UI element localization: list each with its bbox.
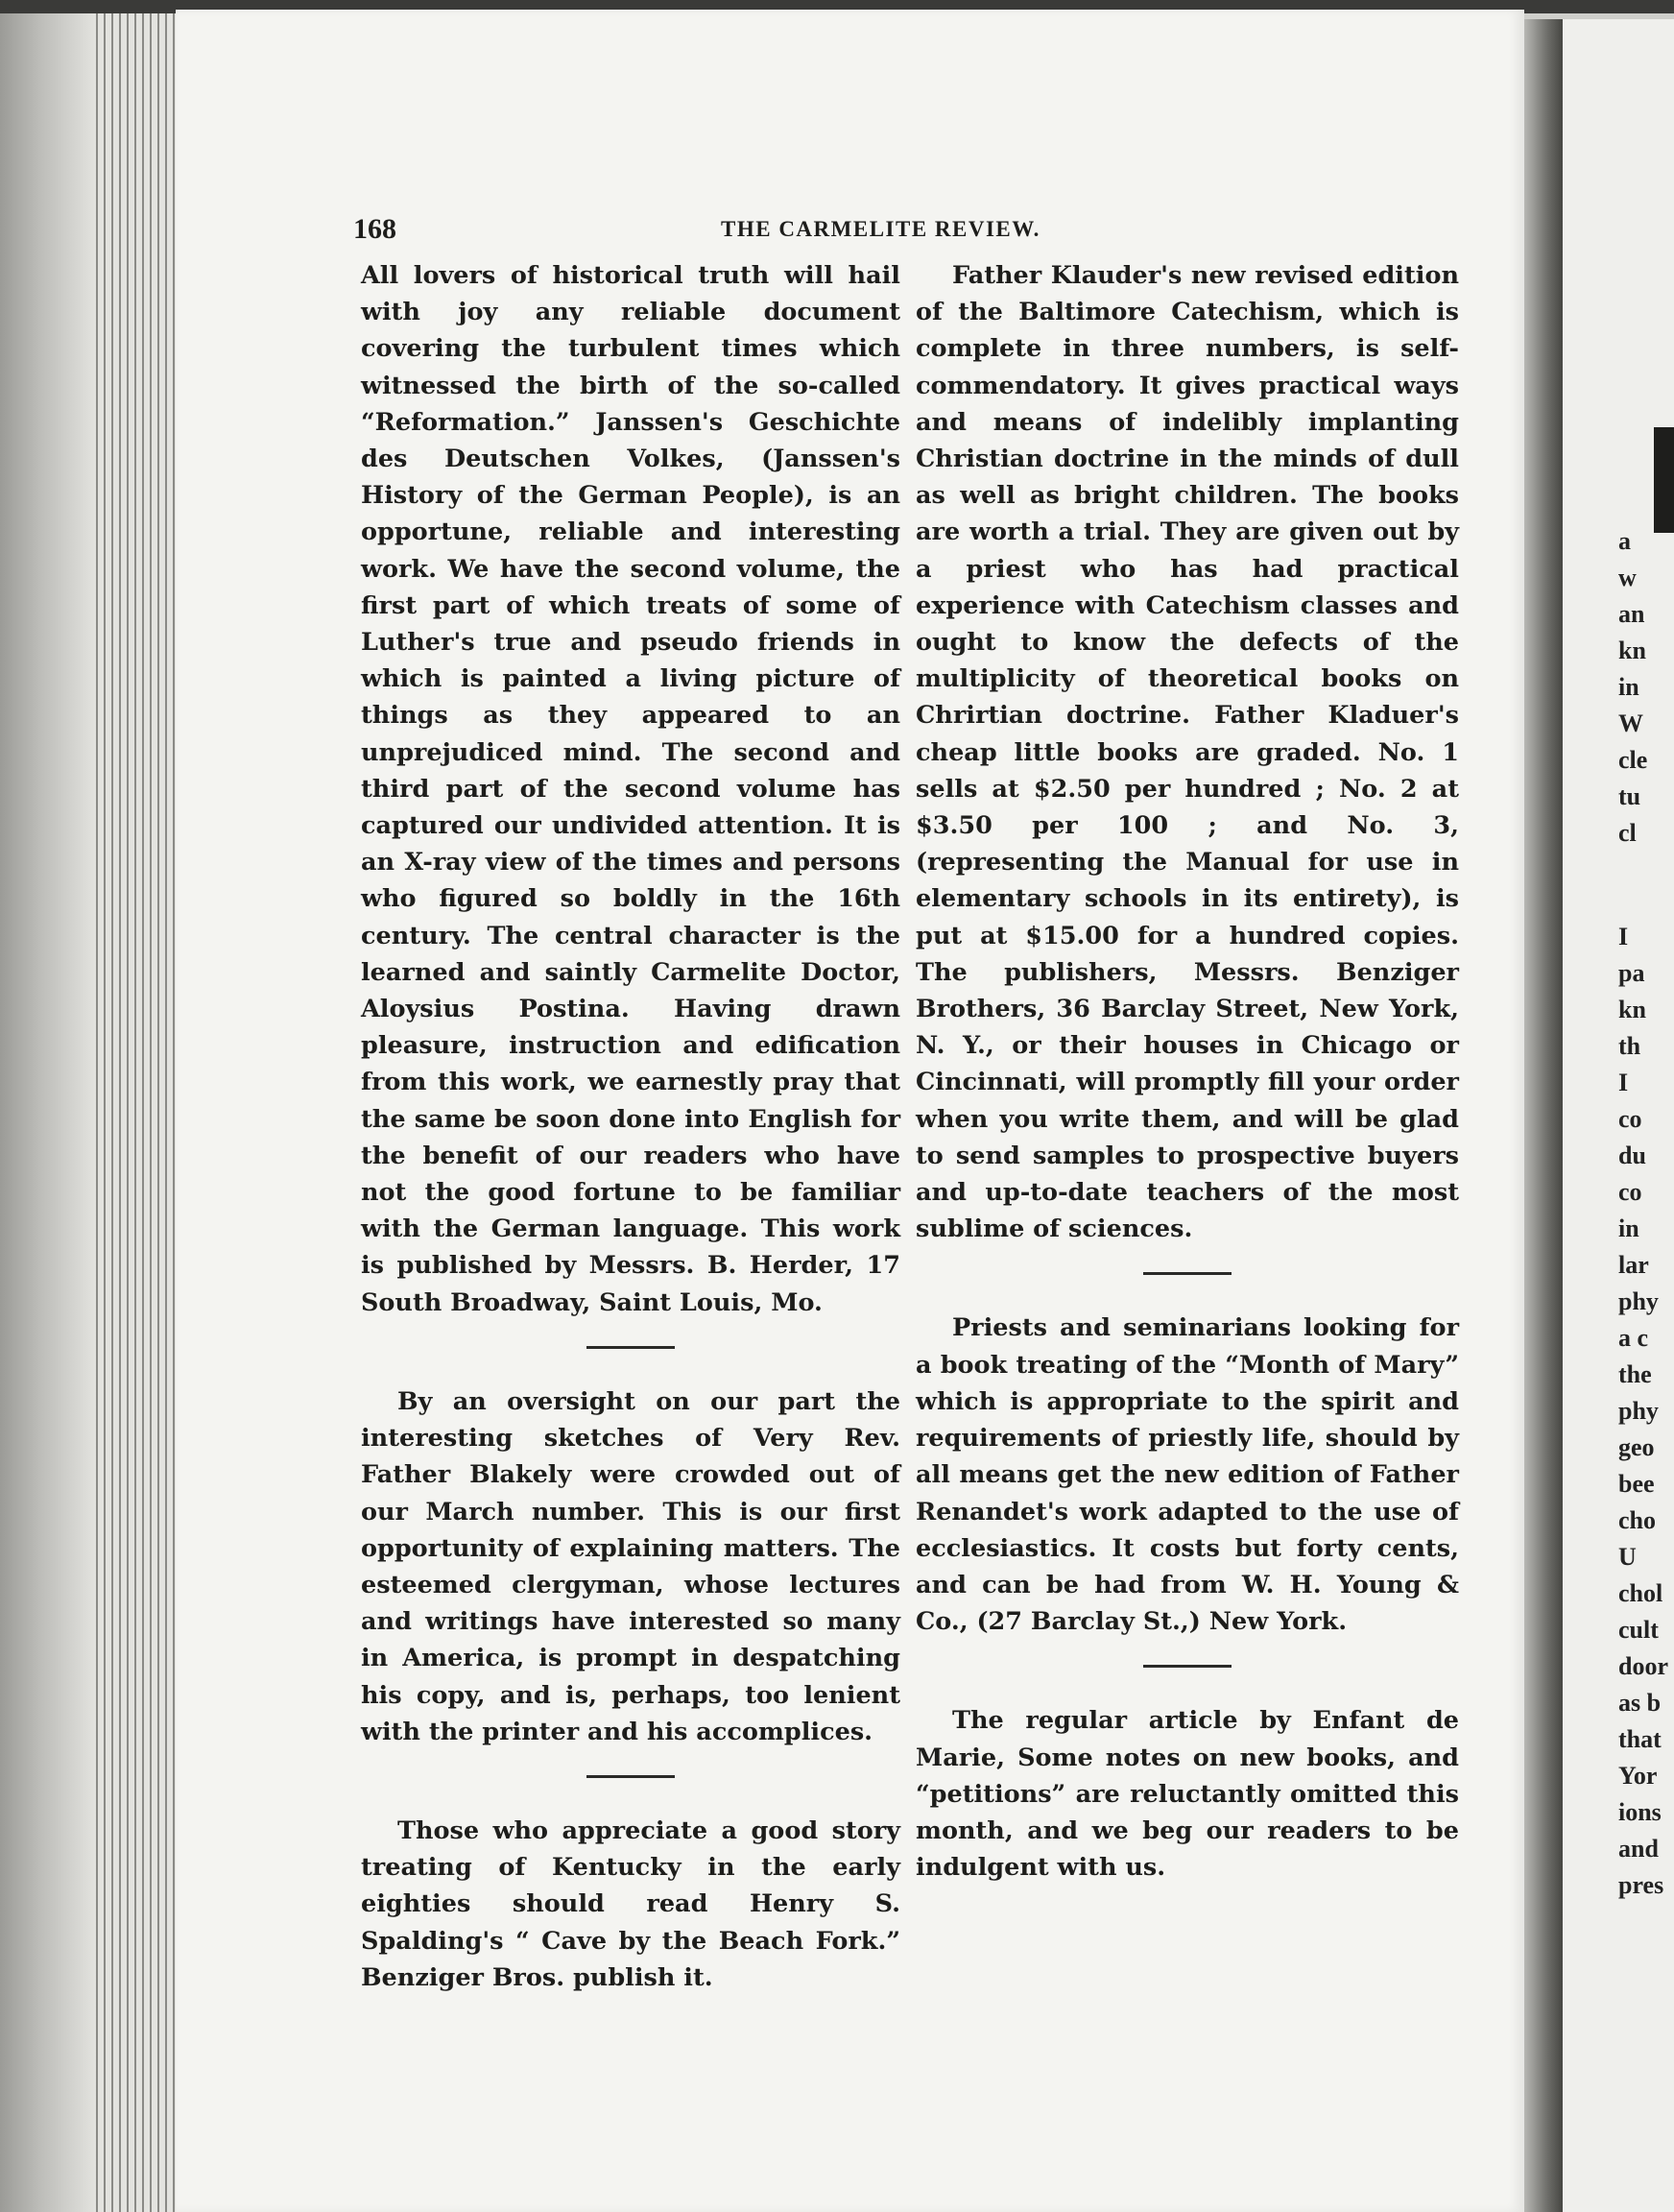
facing-page-word-fragment: that (1618, 1725, 1662, 1753)
facing-page-word-fragment: cult (1618, 1616, 1659, 1644)
facing-page-word-fragment: th (1618, 1032, 1641, 1060)
facing-page-word-fragment: cle (1618, 746, 1648, 774)
article-paragraph: Father Klauder's new revised edition of the Baltimore Catechism, which is complete in three numbers, is self-commendatory. It gives practical ways and means of indelibly implanting Christian doctrine in the minds of dull as well as bright children. The books are worth a trial. They are given out by a priest who has had practical experience with Catechism classes and ought to know the defects of the multiplicity of theoretical books on Chrirtian doctrine. Father Kladuer's cheap little books are graded. No. 1 sells at $2.50 per hundred ; No. 2 at $3.50 per 100 ; and No. 3, (representing the Manual for use in elementary schools in its entirety), is put at $15.00 for a hundred copies. The publishers, Messrs. Benziger Brothers, 36 Barclay Street, New York, N. Y., or their houses in Chicago or Cincinnati, will promptly fill your order when you write them, and will be glad to send samples to prospective buyers and up-to-date teachers of the most sublime of sciences. (916, 261, 1459, 1244)
facing-page-word-fragment: in (1618, 673, 1639, 701)
facing-page (1563, 19, 1674, 2212)
facing-page-word-fragment: and (1618, 1835, 1659, 1863)
facing-page-word-fragment: w (1618, 564, 1637, 591)
facing-page-word-fragment: pa (1618, 959, 1645, 987)
facing-page-word-fragment: U (1618, 1543, 1637, 1571)
facing-page-word-fragment: door (1618, 1652, 1668, 1680)
facing-page-word-fragment: the (1618, 1360, 1652, 1388)
facing-page-word-fragment: I (1618, 1069, 1629, 1096)
facing-page-word-fragment: chol (1618, 1579, 1663, 1607)
facing-page-word-fragment: ions (1618, 1798, 1662, 1826)
facing-page-word-fragment: co (1618, 1178, 1642, 1206)
facing-page-word-fragment: du (1618, 1142, 1646, 1169)
facing-page-word-fragment: an (1618, 600, 1645, 628)
facing-page-word-fragment: phy (1618, 1287, 1659, 1315)
book-gutter (1524, 19, 1563, 2212)
page-edges (96, 13, 178, 2212)
facing-page-word-fragment: geo (1618, 1433, 1655, 1461)
book-cover-edge (0, 13, 101, 2212)
article-paragraph: By an oversight on our part the interesting sketches of Very Rev. Father Blakely were crowded out of our March number. This is our first opportunity of explaining matters. The esteemed clergyman, whose lectures and writings have interested so many in America, is prompt in despatching his copy, and is, perhaps, too lenient with the printer and his accomplices. (361, 1386, 900, 1746)
facing-page-word-fragment: Yor (1618, 1762, 1658, 1790)
running-head (353, 213, 1486, 252)
article-paragraph: The regular article by Enfant de Marie, Some notes on new books, and “petitions” are reluctantly omitted this month, and we beg our readers to be indulgent with us. (916, 1706, 1459, 1883)
article-paragraph: All lovers of historical truth will hail with joy any reliable document covering the turbulent times which witnessed the birth of the so-called “Reformation.” Janssen's Geschichte des Deutschen Volkes, (Janssen's History of the German People), is an opportune, reliable and interesting work. We have the second volume, the first part of which treats of some of Luther's true and pseudo friends in which is painted a living picture of things as they appeared to an unprejudiced mind. The second and third part of the second volume has captured our undivided attention. It is an X-ray view of the times and persons who figured so boldly in the 16th century. The central character is the learned and saintly Carmelite Doctor, Aloysius Postina. Having drawn pleasure, instruction and edification from this work, we earnestly pray that the same be soon done into English for the benefit of our readers who have not the good fortune to be familiar with the German language. This work is published by Messrs. B. Herder, 17 South Broadway, Saint Louis, Mo. (361, 261, 900, 1317)
article-paragraph: Priests and seminarians looking for a book treating of the “Month of Mary” which is appropriate to the spirit and requirements of priestly life, should by all means get the new edition of Father Renandet's work adapted to the use of ecclesiastics. It costs but forty cents, and can be had from W. H. Young & Co., (27 Barclay St.,) New York. (916, 1313, 1459, 1637)
facing-page-word-fragment: kn (1618, 996, 1646, 1023)
facing-page-word-fragment: tu (1618, 782, 1641, 810)
facing-page-word-fragment: W (1618, 709, 1643, 737)
facing-page-word-fragment: co (1618, 1105, 1642, 1133)
facing-page-word-fragment: a (1618, 527, 1631, 555)
left-column (361, 257, 900, 1996)
facing-page-word-fragment: bee (1618, 1470, 1655, 1498)
facing-page-word-fragment: phy (1618, 1397, 1659, 1425)
journal-title: THE CARMELITE REVIEW. (721, 217, 1040, 241)
facing-page-word-fragment: in (1618, 1214, 1639, 1242)
right-column (916, 257, 1459, 1886)
drop-cap-fragment (1654, 427, 1674, 533)
facing-page-word-fragment: I (1618, 923, 1629, 950)
article-paragraph: Those who appreciate a good story treating of Kentucky in the early eighties should read Henry S. Spalding's “ Cave by the Beach Fork.” Benziger Bros. publish it. (361, 1815, 900, 1992)
facing-page-word-fragment: pres (1618, 1871, 1664, 1899)
facing-page-word-fragment: kn (1618, 637, 1646, 664)
page-number: 168 (353, 213, 396, 245)
facing-page-word-fragment: lar (1618, 1251, 1649, 1279)
facing-page-word-fragment: cl (1618, 819, 1637, 847)
facing-page-word-fragment: cho (1618, 1506, 1656, 1534)
facing-page-word-fragment: as b (1618, 1689, 1662, 1717)
facing-page-word-fragment: a c (1618, 1324, 1649, 1352)
